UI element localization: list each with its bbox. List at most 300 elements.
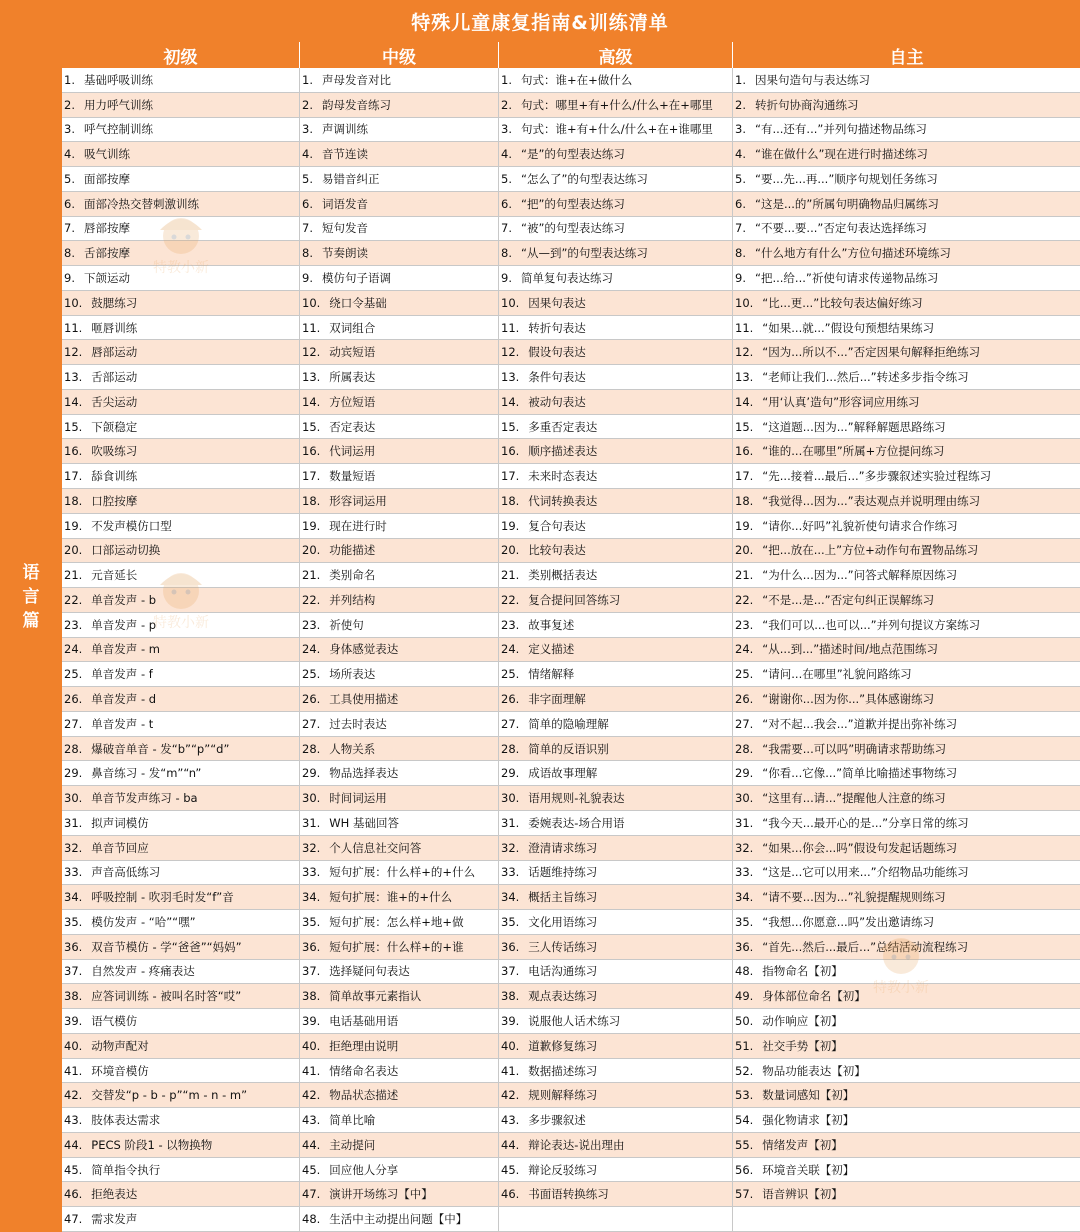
- item-text: 演讲开场练习【中】: [329, 1187, 433, 1202]
- item-text: 句式：谁+在+做什么: [520, 72, 633, 87]
- item-text: 口腔按摩: [91, 493, 138, 508]
- item-text: 文化用语练习: [528, 914, 598, 929]
- table-row: [62, 786, 1080, 811]
- item-text: 所属表达: [329, 370, 376, 385]
- cell-advanced: [499, 836, 733, 860]
- cell-independent: [733, 192, 1080, 216]
- item-text: “我们可以...也可以...”并列句提议方案练习: [762, 617, 981, 632]
- cell-intermediate: [300, 464, 499, 488]
- item-text: 单音发声 - b: [91, 592, 157, 607]
- item-number: 8.: [501, 246, 512, 261]
- item-text: 复合提问回答练习: [528, 592, 621, 607]
- table-row: [62, 613, 1080, 638]
- item-text: 概括主旨练习: [528, 890, 598, 905]
- item-number: 38.: [302, 989, 321, 1004]
- item-number: 40.: [64, 1038, 83, 1053]
- item-number: 4.: [735, 147, 746, 162]
- cell-beginner: [62, 885, 300, 909]
- item-number: 25.: [302, 667, 321, 682]
- table-row: [62, 365, 1080, 390]
- item-text: 单音节发声练习 - ba: [91, 791, 198, 806]
- item-text: PECS 阶段1 - 以物换物: [91, 1137, 213, 1152]
- cell-intermediate: [300, 737, 499, 761]
- cell-intermediate: [300, 836, 499, 860]
- item-text: “为什么...因为...”问答式解释原因练习: [762, 568, 958, 583]
- item-number: 20.: [64, 543, 83, 558]
- cell-beginner: [62, 836, 300, 860]
- item-number: 8.: [735, 246, 746, 261]
- column-header-row: [62, 42, 1080, 68]
- item-text: “这是...它可以用来...”介绍物品功能练习: [762, 865, 969, 880]
- cell-beginner: [62, 118, 300, 142]
- item-text: 模仿发声 - “哈”“嘿”: [91, 914, 196, 929]
- item-text: 多重否定表达: [528, 419, 598, 434]
- table-row: [62, 836, 1080, 861]
- cell-independent: [733, 1034, 1080, 1058]
- cell-beginner: [62, 811, 300, 835]
- item-text: “把...放在...上”方位+动作句布置物品练习: [762, 543, 979, 558]
- page-title: 特殊儿童康复指南&训练清单: [0, 0, 1080, 42]
- item-text: “比...更...”比较句表达偏好练习: [762, 295, 923, 310]
- item-text: 环境音模仿: [91, 1063, 149, 1078]
- item-number: 54.: [735, 1113, 754, 1128]
- item-text: “是”的句型表达练习: [520, 147, 625, 162]
- item-text: 话题维持练习: [528, 865, 598, 880]
- item-text: 否定表达: [329, 419, 376, 434]
- item-number: 9.: [64, 271, 75, 285]
- cell-beginner: [62, 514, 300, 538]
- item-number: 15.: [735, 419, 754, 434]
- table-row: [62, 935, 1080, 960]
- cell-beginner: [62, 613, 300, 637]
- item-text: “因为...所以不...”否定因果句解释拒绝练习: [762, 345, 981, 360]
- cell-independent: [733, 761, 1080, 785]
- training-table: [62, 68, 1080, 1232]
- item-text: “这是...的”所属句明确物品归属练习: [754, 196, 939, 211]
- table-row: [62, 1133, 1080, 1158]
- item-text: 三人传话练习: [528, 939, 598, 954]
- item-number: 16.: [735, 444, 754, 459]
- item-text: “我觉得...因为...”表达观点并说明理由练习: [762, 493, 981, 508]
- item-number: 30.: [302, 791, 321, 806]
- item-text: 代词运用: [329, 444, 376, 459]
- item-text: “要...先...再...”顺序句规划任务练习: [754, 171, 938, 186]
- item-number: 22.: [501, 592, 520, 607]
- item-number: 15.: [302, 419, 321, 434]
- item-text: 类别命名: [329, 568, 376, 583]
- cell-independent: [733, 93, 1080, 117]
- item-number: 24.: [735, 642, 754, 657]
- item-number: 13.: [501, 370, 520, 385]
- item-number: 1.: [501, 72, 512, 87]
- item-number: 5.: [302, 171, 313, 186]
- cell-beginner: [62, 1108, 300, 1132]
- cell-intermediate: [300, 687, 499, 711]
- cell-intermediate: [300, 1158, 499, 1182]
- item-number: 33.: [735, 865, 754, 880]
- item-text: “不是...是...”否定句纠正误解练习: [762, 592, 935, 607]
- cell-beginner: [62, 489, 300, 513]
- item-number: 19.: [302, 518, 321, 533]
- item-number: 17.: [64, 469, 83, 484]
- item-text: 指物命名【初】: [762, 964, 843, 979]
- item-number: 48.: [302, 1212, 321, 1227]
- item-number: 7.: [735, 221, 746, 236]
- cell-advanced: [499, 786, 733, 810]
- cell-beginner: [62, 861, 300, 885]
- cell-beginner: [62, 588, 300, 612]
- item-text: 需求发声: [91, 1212, 138, 1227]
- cell-independent: [733, 935, 1080, 959]
- item-number: 24.: [302, 642, 321, 657]
- item-text: 故事复述: [528, 617, 575, 632]
- item-text: 身体感觉表达: [329, 642, 399, 657]
- cell-beginner: [62, 365, 300, 389]
- table-row: [62, 984, 1080, 1009]
- item-text: 现在进行时: [329, 518, 387, 533]
- watermark-text: 特教小新: [873, 980, 929, 996]
- item-text: 场所表达: [329, 667, 376, 682]
- item-number: 36.: [735, 939, 754, 954]
- item-text: 过去时表达: [329, 716, 387, 731]
- item-number: 1.: [64, 72, 75, 87]
- table-row: [62, 167, 1080, 192]
- cell-independent: [733, 1009, 1080, 1033]
- item-number: 9.: [735, 271, 746, 285]
- item-number: 41.: [501, 1063, 520, 1078]
- item-number: 10.: [64, 295, 83, 310]
- item-number: 28.: [501, 741, 520, 756]
- item-text: 电话沟通练习: [528, 964, 598, 979]
- item-number: 7.: [501, 221, 512, 236]
- item-number: 12.: [64, 345, 83, 360]
- item-text: “对不起...我会...”道歉并提出弥补练习: [762, 716, 958, 731]
- cell-advanced: [499, 861, 733, 885]
- cell-independent: [733, 266, 1080, 290]
- cell-beginner: [62, 241, 300, 265]
- item-text: “这里有...请...”提醒他人注意的练习: [762, 791, 946, 806]
- item-number: 28.: [302, 741, 321, 756]
- table-row: [62, 316, 1080, 341]
- item-number: 27.: [501, 716, 520, 731]
- item-text: 祈使句: [329, 617, 364, 632]
- cell-intermediate: [300, 1182, 499, 1206]
- cell-independent: [733, 142, 1080, 166]
- item-text: WH 基础回答: [329, 815, 399, 830]
- watermark-text: 特教小新: [153, 260, 209, 276]
- cell-intermediate: [300, 439, 499, 463]
- item-text: “从—到”的句型表达练习: [520, 246, 648, 261]
- cell-beginner: [62, 439, 300, 463]
- item-text: 舌部按摩: [83, 246, 130, 261]
- item-text: 简单比喻: [329, 1113, 376, 1128]
- item-text: “如果...你会...吗”假设句发起话题练习: [762, 840, 958, 855]
- item-text: 非字面理解: [528, 692, 586, 707]
- item-number: 48.: [735, 964, 754, 979]
- cell-beginner: [62, 984, 300, 1008]
- cell-advanced: [499, 192, 733, 216]
- item-text: 未来时态表达: [528, 469, 598, 484]
- cell-beginner: [62, 340, 300, 364]
- cell-independent: [733, 489, 1080, 513]
- cell-advanced: [499, 613, 733, 637]
- item-number: 29.: [302, 766, 321, 781]
- item-number: 43.: [64, 1113, 83, 1128]
- item-text: 并列结构: [329, 592, 376, 607]
- item-number: 38.: [64, 989, 83, 1004]
- item-number: 14.: [501, 394, 520, 409]
- cell-independent: [733, 588, 1080, 612]
- item-text: 简单指令执行: [91, 1162, 161, 1177]
- cell-independent: [733, 291, 1080, 315]
- item-number: 42.: [64, 1088, 83, 1103]
- table-row: [62, 563, 1080, 588]
- item-number: 46.: [64, 1187, 83, 1202]
- item-text: 被动句表达: [528, 394, 586, 409]
- item-text: 口部运动切换: [91, 543, 161, 558]
- item-number: 24.: [64, 642, 83, 657]
- table-row: [62, 588, 1080, 613]
- cell-independent: [733, 885, 1080, 909]
- table-row: [62, 489, 1080, 514]
- item-number: 8.: [302, 246, 313, 261]
- item-text: 物品状态描述: [329, 1088, 399, 1103]
- cell-independent: [733, 1207, 1080, 1231]
- table-row: [62, 1108, 1080, 1133]
- item-text: 环境音关联【初】: [762, 1162, 855, 1177]
- cell-beginner: [62, 415, 300, 439]
- table-row: [62, 712, 1080, 737]
- cell-advanced: [499, 365, 733, 389]
- cell-intermediate: [300, 712, 499, 736]
- item-number: 2.: [735, 97, 746, 112]
- cell-intermediate: [300, 217, 499, 241]
- cell-beginner: [62, 93, 300, 117]
- cell-beginner: [62, 935, 300, 959]
- cell-advanced: [499, 489, 733, 513]
- cell-independent: [733, 613, 1080, 637]
- item-number: 14.: [64, 394, 83, 409]
- cell-beginner: [62, 1133, 300, 1157]
- cell-beginner: [62, 217, 300, 241]
- item-number: 31.: [302, 815, 321, 830]
- item-text: 呼气控制训练: [83, 122, 153, 137]
- cell-advanced: [499, 464, 733, 488]
- item-text: 声母发音对比: [321, 72, 391, 87]
- item-text: 选择疑问句表达: [329, 964, 410, 979]
- cell-independent: [733, 737, 1080, 761]
- table-row: [62, 1207, 1080, 1232]
- item-number: 26.: [735, 692, 754, 707]
- item-number: 16.: [302, 444, 321, 459]
- column-header-intermediate: 中级: [300, 42, 499, 68]
- item-text: 规则解释练习: [528, 1088, 598, 1103]
- cell-advanced: [499, 266, 733, 290]
- cell-advanced: [499, 514, 733, 538]
- item-text: 音节连读: [321, 147, 368, 162]
- cell-advanced: [499, 217, 733, 241]
- item-text: 工具使用描述: [329, 692, 399, 707]
- item-number: 12.: [735, 345, 754, 360]
- item-text: “如果...就...”假设句预想结果练习: [762, 320, 935, 335]
- item-number: 34.: [64, 890, 83, 905]
- cell-advanced: [499, 687, 733, 711]
- cell-independent: [733, 340, 1080, 364]
- item-text: 假设句表达: [528, 345, 586, 360]
- table-row: [62, 761, 1080, 786]
- table-row: [62, 390, 1080, 415]
- item-text: 肢体表达需求: [91, 1113, 161, 1128]
- item-number: 26.: [501, 692, 520, 707]
- cell-intermediate: [300, 910, 499, 934]
- cell-independent: [733, 118, 1080, 142]
- cell-independent: [733, 786, 1080, 810]
- item-number: 46.: [501, 1187, 520, 1202]
- cell-beginner: [62, 142, 300, 166]
- item-number: 13.: [735, 370, 754, 385]
- item-number: 25.: [64, 667, 83, 682]
- item-number: 22.: [302, 592, 321, 607]
- item-text: “老师让我们...然后...”转述多步指令练习: [762, 370, 969, 385]
- item-text: 不发声模仿口型: [91, 518, 172, 533]
- item-text: 自然发声 - 疼痛表达: [91, 964, 195, 979]
- item-number: 17.: [735, 469, 754, 484]
- item-number: 6.: [64, 196, 75, 211]
- item-text: 单音节回应: [91, 840, 149, 855]
- cell-independent: [733, 1182, 1080, 1206]
- cell-intermediate: [300, 489, 499, 513]
- cell-beginner: [62, 761, 300, 785]
- item-text: 复合句表达: [528, 518, 586, 533]
- item-text: 强化物请求【初】: [762, 1113, 855, 1128]
- item-text: 舌尖运动: [91, 394, 138, 409]
- item-number: 43.: [302, 1113, 321, 1128]
- cell-independent: [733, 638, 1080, 662]
- item-text: “不要...要...”否定句表达选择练习: [754, 221, 927, 236]
- item-text: 委婉表达-场合用语: [528, 815, 625, 830]
- cell-intermediate: [300, 1034, 499, 1058]
- cell-advanced: [499, 588, 733, 612]
- cell-independent: [733, 365, 1080, 389]
- cell-intermediate: [300, 563, 499, 587]
- item-number: 21.: [501, 568, 520, 583]
- item-text: 简单的隐喻理解: [528, 716, 609, 731]
- cell-intermediate: [300, 340, 499, 364]
- item-number: 16.: [64, 444, 83, 459]
- item-number: 7.: [64, 221, 75, 236]
- table-row: [62, 861, 1080, 886]
- item-number: 34.: [735, 890, 754, 905]
- item-number: 44.: [64, 1137, 83, 1152]
- item-number: 36.: [501, 939, 520, 954]
- cell-independent: [733, 390, 1080, 414]
- item-text: 单音发声 - m: [91, 642, 160, 657]
- item-number: 38.: [501, 989, 520, 1004]
- item-text: 条件句表达: [528, 370, 586, 385]
- item-number: 39.: [501, 1013, 520, 1028]
- cell-beginner: [62, 1158, 300, 1182]
- item-text: 面部冷热交替刺激训练: [83, 196, 199, 211]
- item-number: 25.: [735, 667, 754, 682]
- item-text: 模仿句子语调: [321, 271, 391, 285]
- item-number: 25.: [501, 667, 520, 682]
- cell-advanced: [499, 960, 733, 984]
- item-number: 2.: [501, 97, 512, 112]
- item-number: 15.: [501, 419, 520, 434]
- cell-intermediate: [300, 613, 499, 637]
- item-text: 情绪命名表达: [329, 1063, 399, 1078]
- item-number: 35.: [735, 914, 754, 929]
- item-number: 32.: [302, 840, 321, 855]
- cell-intermediate: [300, 167, 499, 191]
- item-number: 1.: [302, 72, 313, 87]
- cell-independent: [733, 563, 1080, 587]
- column-header-advanced: 高级: [499, 42, 733, 68]
- cell-advanced: [499, 1133, 733, 1157]
- item-number: 14.: [302, 394, 321, 409]
- table-row: [62, 415, 1080, 440]
- item-number: 32.: [735, 840, 754, 855]
- cell-advanced: [499, 638, 733, 662]
- item-number: 4.: [302, 147, 313, 162]
- item-text: 双词组合: [329, 320, 376, 335]
- item-number: 14.: [735, 394, 754, 409]
- item-number: 39.: [64, 1013, 83, 1028]
- cell-intermediate: [300, 390, 499, 414]
- item-number: 49.: [735, 989, 754, 1004]
- item-number: 6.: [501, 196, 512, 211]
- table-row: [62, 266, 1080, 291]
- table-row: [62, 811, 1080, 836]
- table-row: [62, 687, 1080, 712]
- item-text: 书面语转换练习: [528, 1187, 609, 1202]
- table-row: [62, 1009, 1080, 1034]
- item-text: 语气模仿: [91, 1013, 138, 1028]
- item-number: 34.: [302, 890, 321, 905]
- item-text: 句式：哪里+有+什么/什么+在+哪里: [520, 97, 713, 112]
- item-text: 单音发声 - d: [91, 692, 157, 707]
- table-row: [62, 885, 1080, 910]
- cell-independent: [733, 464, 1080, 488]
- item-number: 26.: [302, 692, 321, 707]
- item-text: “我需要...可以吗”明确请求帮助练习: [762, 741, 947, 756]
- item-text: “你看...它像...”简单比喻描述事物练习: [762, 766, 958, 781]
- cell-beginner: [62, 464, 300, 488]
- cell-intermediate: [300, 415, 499, 439]
- cell-intermediate: [300, 93, 499, 117]
- item-text: 鼻音练习 - 发“m”“n”: [91, 766, 202, 781]
- item-text: “谢谢你...因为你...”具体感谢练习: [762, 692, 935, 707]
- cell-independent: [733, 217, 1080, 241]
- cell-advanced: [499, 1182, 733, 1206]
- item-text: 单音发声 - p: [91, 617, 157, 632]
- item-text: 面部按摩: [83, 171, 130, 186]
- item-text: “请你...好吗”礼貌祈使句请求合作练习: [762, 518, 958, 533]
- item-number: 3.: [302, 122, 313, 137]
- cell-beginner: [62, 266, 300, 290]
- table-row: [62, 241, 1080, 266]
- table-row: [62, 662, 1080, 687]
- item-text: 因果句表达: [528, 295, 586, 310]
- item-text: 节奏朗读: [321, 246, 368, 261]
- item-number: 36.: [64, 939, 83, 954]
- cell-beginner: [62, 192, 300, 216]
- item-number: 47.: [302, 1187, 321, 1202]
- item-text: 代词转换表达: [528, 493, 598, 508]
- item-number: 3.: [64, 122, 75, 137]
- cell-advanced: [499, 935, 733, 959]
- item-text: 元音延长: [91, 568, 138, 583]
